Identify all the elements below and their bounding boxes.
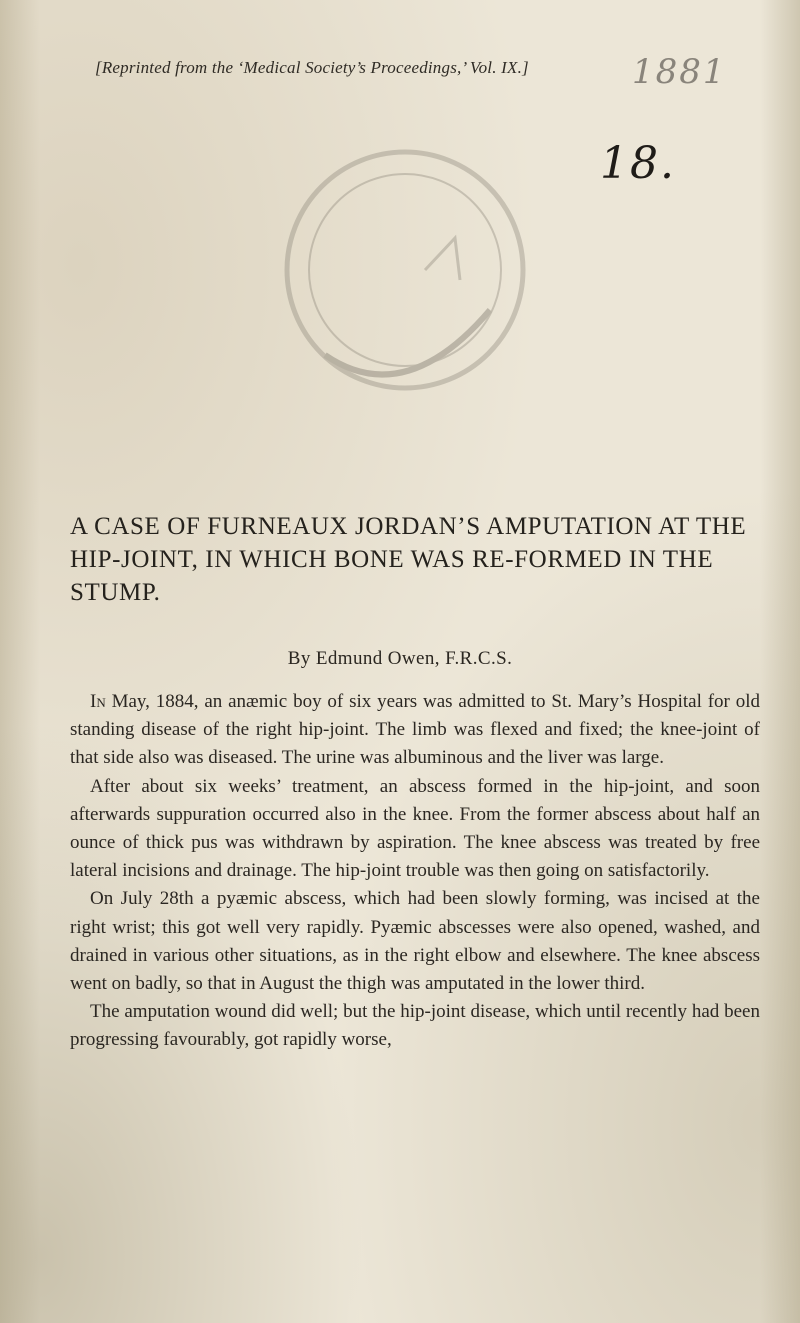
paragraph-lead: In [90, 691, 106, 712]
paragraph-text: On July 28th a pyæmic abscess, which had been slowly forming, was incised at the right wrist; this got well very rapidly. Pyæmic abscesses were also opened, washed, and drained in various other situations, as in the right elbow and elsewhere. The knee abscess went on badly, so that in August the thigh was amputated in the lower third. [70, 888, 760, 995]
paragraph-text: May, 1884, an anæmic boy of six years was admitted to St. Mary’s Hospital for old standing disease of the right hip-joint. The limb was flexed and fixed; the knee-joint of that side also was diseased. The urine was albuminous and the liver was large. [70, 691, 760, 769]
library-stamp-icon [255, 120, 555, 420]
article-byline: By Edmund Owen, F.R.C.S. [287, 648, 513, 669]
pencil-mark: 18. [600, 138, 676, 189]
paragraph-text: The amputation wound did well; but the hip-joint disease, which until recently had been progressing favourably, got rapidly worse, [70, 1001, 760, 1051]
paragraph [70, 998, 760, 1054]
paragraph [70, 688, 760, 773]
paragraph [70, 885, 760, 998]
paragraph-text: After about six weeks’ treatment, an abscess formed in the hip-joint, and soon afterwards suppuration occurred also in the knee. From the former abscess about half an ounce of thick pus was withdrawn by aspiration. The knee abscess was treated by free lateral incisions and drainage. The hip-joint trouble was then going on satisfactorily. [70, 775, 760, 882]
paragraph [70, 773, 760, 886]
article-body [70, 688, 760, 1055]
article-title: A CASE OF FURNEAUX JORDAN’S AMPUTATION AT THE HIP-JOINT, IN WHICH BONE WAS RE-FORMED IN THE STUMP. [70, 513, 747, 606]
reprint-note: [Reprinted from the ‘Medical Society’s Proceedings,’ Vol. IX.] [95, 58, 529, 77]
pencil-mark-top: 1881 [632, 52, 727, 92]
